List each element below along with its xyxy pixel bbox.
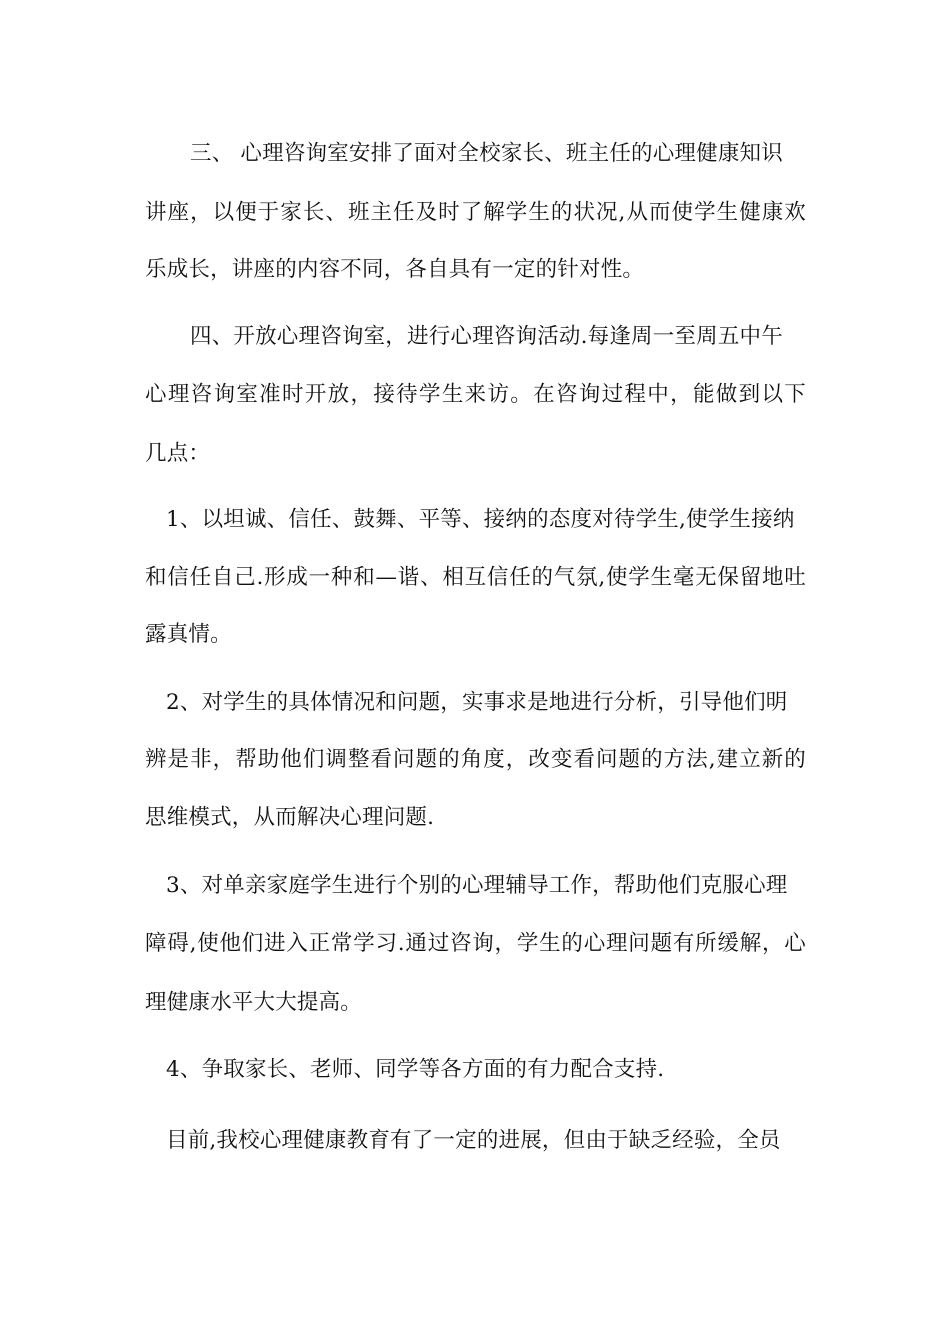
item-2-line-3: 思维模式，从而解决心理问题. <box>145 805 435 830</box>
para-3-line-1: 三、 心理咨询室安排了面对全校家长、班主任的心理健康知识 <box>190 141 783 166</box>
para-4-line-1: 四、开放心理咨询室，进行心理咨询活动.每逢周一至周五中午 <box>190 324 783 349</box>
item-2-line-1: 2、对学生的具体情况和问题，实事求是地进行分析，引导他们明 <box>166 690 788 715</box>
closing-para-line-1: 目前,我校心理健康教育有了一定的进展，但由于缺乏经验，全员 <box>166 1128 781 1153</box>
item-1-line-2: 和信任自己.形成一种和—谐、相互信任的气氛,使学生毫无保留地吐 <box>145 565 806 590</box>
para-3-line-2: 讲座，以便于家长、班主任及时了解学生的状况,从而使学生健康欢 <box>145 200 806 225</box>
item-3-line-2: 障碍,使他们进入正常学习.通过咨询，学生的心理问题有所缓解，心 <box>145 931 806 956</box>
item-1-line-1: 1、以坦诚、信任、鼓舞、平等、接纳的态度对待学生,使学生接纳 <box>166 507 795 532</box>
item-1-line-3: 露真情。 <box>145 622 232 647</box>
item-3-line-1: 3、对单亲家庭学生进行个别的心理辅导工作，帮助他们克服心理 <box>166 873 788 898</box>
para-4-line-2: 心理咨询室准时开放，接待学生来访。在咨询过程中，能做到以下 <box>145 382 806 407</box>
para-4-line-3: 几点： <box>145 441 211 466</box>
item-4-line-1: 4、争取家长、老师、同学等各方面的有力配合支持. <box>166 1057 665 1082</box>
para-3-line-3: 乐成长，讲座的内容不同，各自具有一定的针对性。 <box>145 257 645 282</box>
item-2-line-2: 辨是非，帮助他们调整看问题的角度，改变看问题的方法,建立新的 <box>145 747 806 772</box>
item-3-line-3: 理健康水平大大提高。 <box>145 990 363 1015</box>
